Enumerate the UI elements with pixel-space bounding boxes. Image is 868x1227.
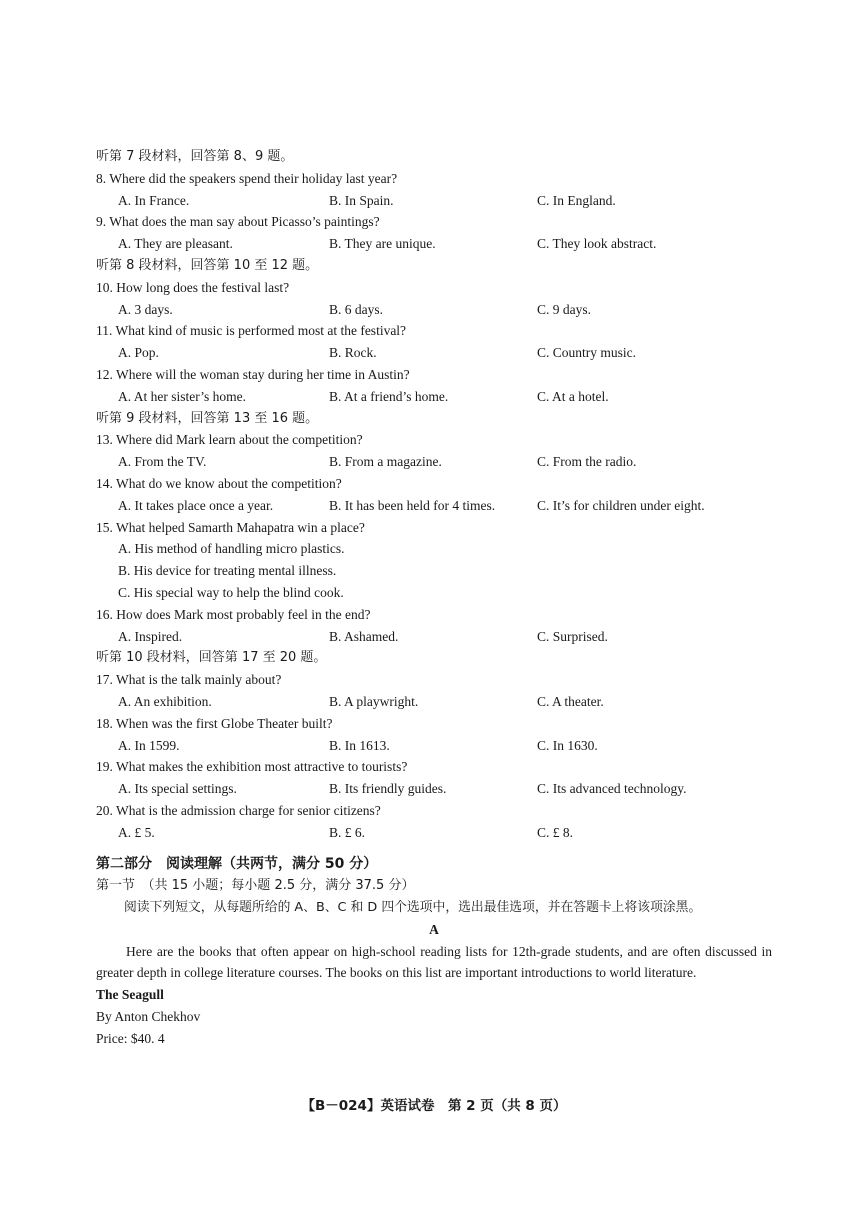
instruction: 阅读下列短文，从每题所给的 A、B、C 和 D 四个选项中，选出最佳选项，并在答题卡上将该项涂黑。 — [124, 900, 702, 916]
options-14 — [96, 495, 772, 517]
option-b: B. Rock. — [329, 345, 377, 361]
options-11 — [96, 342, 772, 364]
option-b: B. It has been held for 4 times. — [329, 497, 496, 513]
section1-title: 第一节 （共 15 小题；每小题 2.5 分，满分 37.5 分） — [96, 878, 415, 894]
option-c: C. His special way to help the blind cook. — [118, 584, 344, 600]
question-10: 10. How long does the festival last? — [96, 279, 290, 295]
option-c: C. £ 8. — [537, 824, 574, 840]
option-a: A. Its special settings. — [118, 781, 237, 797]
options-8 — [96, 190, 772, 212]
option-b: B. 6 days. — [329, 301, 383, 317]
options-18 — [96, 735, 772, 757]
option-a: A. In 1599. — [118, 737, 180, 753]
option-c: C. They look abstract. — [537, 236, 657, 252]
section-header: 听第 8 段材料，回答第 10 至 12 题。 — [96, 257, 319, 273]
option-c: C. A theater. — [537, 693, 604, 709]
question-8: 8. Where did the speakers spend their holiday last year? — [96, 170, 398, 186]
options-13 — [96, 451, 772, 473]
book-price: Price: $40. 4 — [96, 1030, 165, 1046]
book-title: The Seagull — [96, 987, 164, 1003]
options-17 — [96, 691, 772, 713]
option-b: B. At a friend’s home. — [329, 388, 449, 404]
option-a: A. In France. — [118, 192, 190, 208]
passage-label: A — [429, 921, 439, 937]
option-a: A. Pop. — [118, 345, 159, 361]
book-author: By Anton Chekhov — [96, 1009, 201, 1025]
passage-intro: Here are the books that often appear on high-school reading lists for 12th-grade students, and are often discussed in greater depth in college literature courses. The books on this list are important introductions to world literature. — [96, 943, 772, 981]
option-b: B. In 1613. — [329, 737, 390, 753]
option-a: A. It takes place once a year. — [118, 497, 274, 513]
question-14: 14. What do we know about the competition? — [96, 475, 342, 491]
options-12 — [96, 386, 772, 408]
question-19: 19. What makes the exhibition most attractive to tourists? — [96, 759, 408, 775]
option-b: B. Its friendly guides. — [329, 781, 447, 797]
option-c: C. In 1630. — [537, 737, 598, 753]
options-19 — [96, 778, 772, 800]
option-b: B. A playwright. — [329, 693, 419, 709]
question-16: 16. How does Mark most probably feel in the end? — [96, 606, 371, 622]
options-10 — [96, 299, 772, 321]
section-header: 听第 7 段材料，回答第 8、9 题。 — [96, 149, 294, 164]
options-16 — [96, 626, 772, 648]
question-18: 18. When was the first Globe Theater built? — [96, 715, 333, 731]
option-c: C. At a hotel. — [537, 388, 609, 404]
option-c: C. Country music. — [537, 345, 637, 361]
option-a: A. His method of handling micro plastics. — [118, 541, 345, 557]
option-a: A. At her sister’s home. — [118, 388, 246, 404]
option-a: A. An exhibition. — [118, 693, 212, 709]
option-a: A. Inspired. — [118, 628, 183, 644]
question-20: 20. What is the admission charge for senior citizens? — [96, 802, 381, 818]
option-c: C. From the radio. — [537, 454, 637, 470]
question-15: 15. What helped Samarth Mahapatra win a place? — [96, 519, 365, 535]
part2-title: 第二部分 阅读理解（共两节，满分 50 分） — [96, 855, 378, 872]
question-13: 13. Where did Mark learn about the competition? — [96, 432, 363, 448]
option-b: B. In Spain. — [329, 192, 394, 208]
option-a: A. From the TV. — [118, 454, 207, 470]
question-9: 9. What does the man say about Picasso’s paintings? — [96, 214, 380, 230]
option-b: B. £ 6. — [329, 824, 366, 840]
options-20 — [96, 822, 772, 844]
option-a: A. They are pleasant. — [118, 236, 233, 252]
section-header: 听第 9 段材料，回答第 13 至 16 题。 — [96, 410, 319, 426]
page-content — [96, 146, 772, 1050]
option-b: B. From a magazine. — [329, 454, 442, 470]
option-c: C. Surprised. — [537, 628, 608, 644]
option-a: A. £ 5. — [118, 824, 155, 840]
page-footer: 【B－024】英语试卷 第 2 页（共 8 页） — [301, 1098, 567, 1114]
option-a: A. 3 days. — [118, 301, 173, 317]
options-9 — [96, 233, 772, 255]
question-12: 12. Where will the woman stay during her time in Austin? — [96, 366, 410, 382]
section-header: 听第 10 段材料，回答第 17 至 20 题。 — [96, 650, 327, 666]
option-b: B. Ashamed. — [329, 628, 399, 644]
question-17: 17. What is the talk mainly about? — [96, 672, 282, 688]
option-b: B. They are unique. — [329, 236, 436, 252]
option-c: C. It’s for children under eight. — [537, 497, 705, 513]
option-c: C. Its advanced technology. — [537, 781, 687, 797]
question-11: 11. What kind of music is performed most at the festival? — [96, 323, 407, 339]
option-c: C. In England. — [537, 192, 616, 208]
option-c: C. 9 days. — [537, 301, 591, 317]
option-b: B. His device for treating mental illness. — [118, 563, 337, 579]
